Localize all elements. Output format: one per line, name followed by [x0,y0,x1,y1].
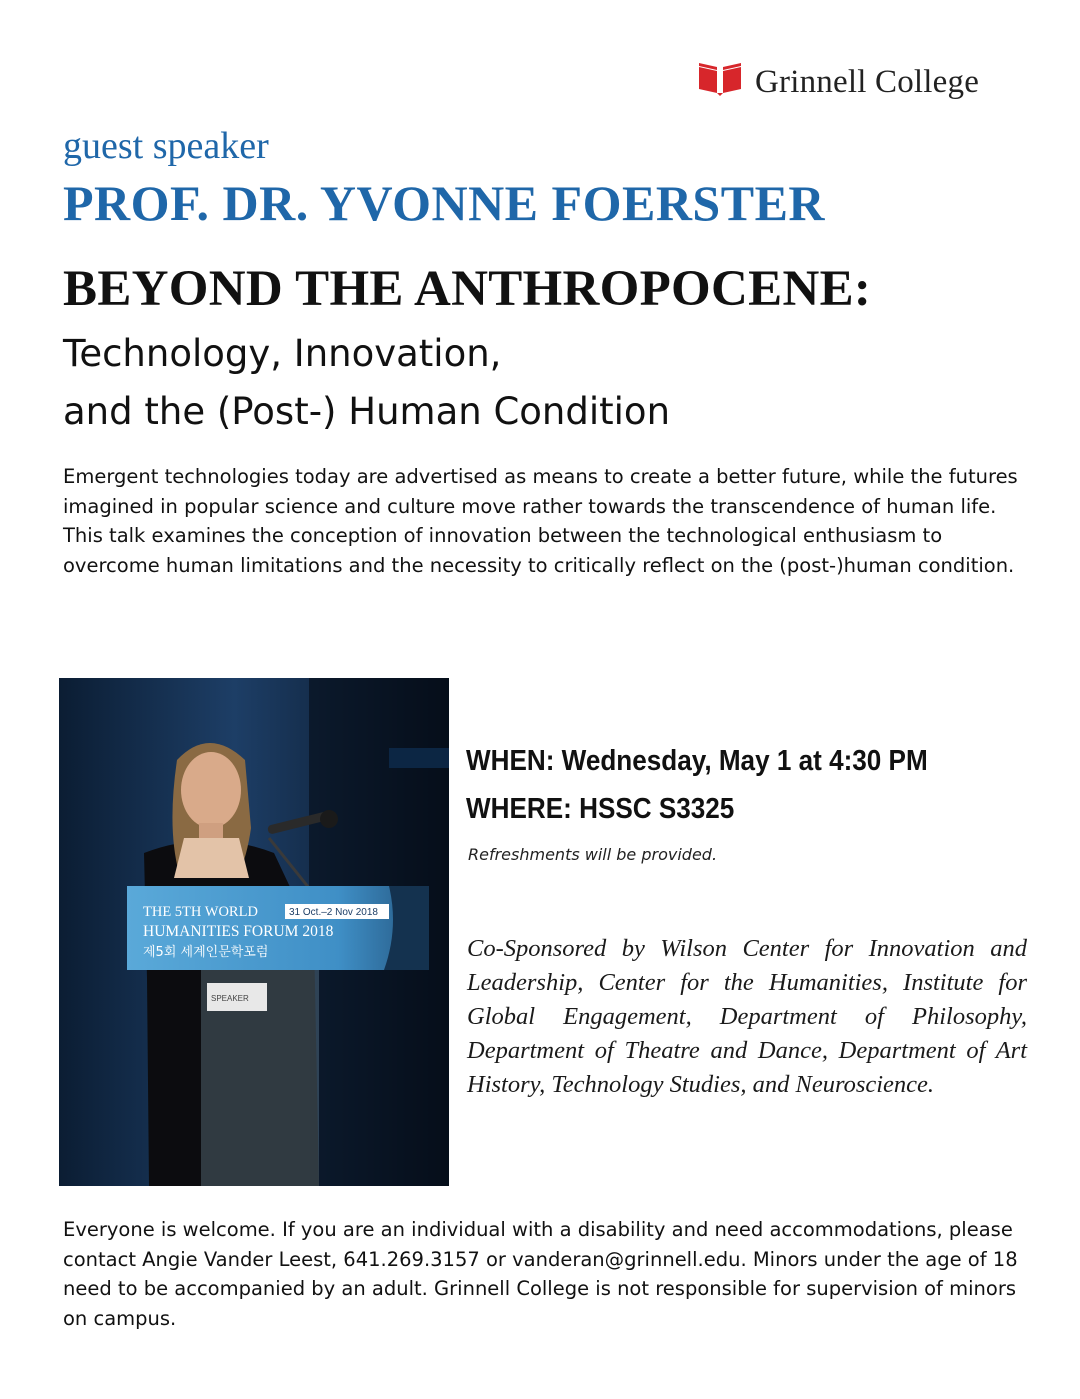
book-icon [697,63,755,102]
badge-text: SPEAKER [211,994,249,1003]
talk-title: BEYOND THE ANTHROPOCENE: [63,261,872,317]
guest-speaker-label: guest speaker [63,125,269,167]
subtitle-line: and the (Post-) Human Condition [63,390,671,433]
podium-dates: 31 Oct.–2 Nov 2018 [289,907,378,918]
podium-line1: THE 5TH WORLD [143,904,258,920]
subtitle-line: Technology, Innovation, [63,332,502,375]
cosponsors-text: Co-Sponsored by Wilson Center for Innovation and Leadership, Center for the Humanities, Institute for Global Engagement, Department of Philosophy, Department of Theatre and Dance, Department of Art History, Technology Studies, and Neuroscience. [467,935,1027,1098]
speaker-name: PROF. DR. YVONNE FOERSTER [63,175,826,231]
podium-line2: HUMANITIES FORUM 2018 [143,923,334,940]
logo-text: Grinnell College [755,63,980,100]
event-where: WHERE: HSSC S3325 [466,793,735,825]
refreshments-note: Refreshments will be provided. [468,845,718,864]
podium-line3: 제5회 세계인문학포럼 [143,945,269,960]
event-when: WHEN: Wednesday, May 1 at 4:30 PM [466,745,928,777]
college-logo [697,62,979,102]
speaker-photo [59,678,449,1186]
talk-abstract: Emergent technologies today are advertised as means to create a better future, while the futures imagined in popular science and culture move rather towards the transcendence of human life. This talk examines the conception of innovation between the technological enthusiasm to overcome human limitations and the necessity to critically reflect on the (post-)human condition. [63,465,1018,577]
talk-subtitle [63,325,963,441]
accessibility-notice: Everyone is welcome. If you are an individual with a disability and need accommodations, please contact Angie Vander Leest, 641.269.3157 or vanderan@grinnell.edu. Minors under the age of 18 need to be accompanied by an adult. Grinnell College is not responsible for supervision of minors on campus. [63,1218,1018,1330]
